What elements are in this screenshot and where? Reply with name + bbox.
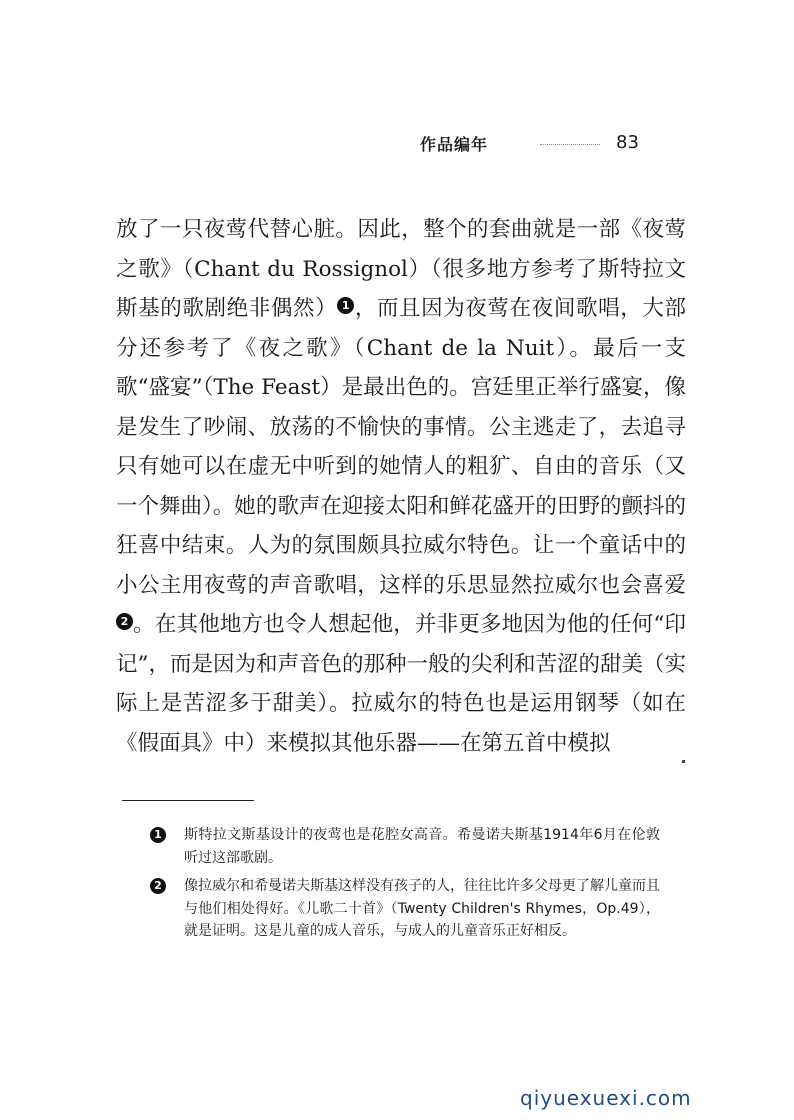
running-header [420, 132, 660, 156]
footnote-ref-1[interactable]: 1 [337, 297, 354, 314]
footnotes [150, 824, 660, 949]
footnote-marker-2: 2 [150, 878, 166, 894]
footnote-text-2: 像拉威尔和希曼诺夫斯基这样没有孩子的人，往往比许多父母更了解儿童而且与他们相处得好。《儿歌二十首》（Twenty Children's Rhymes，Op.49），就是证明。这是儿童的成人音乐，与成人的儿童音乐正好相反。 [184, 878, 660, 939]
margin-mark [682, 760, 685, 763]
footnote-2 [150, 875, 660, 943]
body-text-part-2: ，而且因为夜莺在夜间歌唱，大部分还参考了《夜之歌》（Chant de la Nuit）。最后一支歌“盛宴”（The Feast）是最出色的。宫廷里正举行盛宴，像是发生了吵闹、放荡的不愉快的事情。公主逃走了，去追寻只有她可以在虚无中听到的她情人的粗犷、自由的音乐（又一个舞曲）。她的歌声在迎接太阳和鲜花盛开的田野的颤抖的狂喜中结束。人为的氛围颇具拉威尔特色。让一个童话中的小公主用夜莺的声音歌唱，这样的乐思显然拉威尔也会喜爱 [116, 296, 686, 598]
footnote-1 [150, 824, 660, 869]
footnote-divider [122, 800, 254, 801]
site-watermark: qiyuexuexi.com [520, 1086, 692, 1110]
footnote-ref-2[interactable]: 2 [116, 613, 133, 630]
page-number: 83 [616, 132, 639, 153]
footnote-text-1: 斯特拉文斯基设计的夜莺也是花腔女高音。希曼诺夫斯基1914年6月在伦敦听过这部歌剧。 [184, 827, 660, 866]
body-text-part-1: 放了一只夜莺代替心脏。因此，整个的套曲就是一部《夜莺之歌》（Chant du Rossignol）（很多地方参考了斯特拉文斯基的歌剧绝非偶然） [116, 217, 686, 321]
body-text-part-3: 。在其他地方也令人想起他，并非更多地因为他的任何“印记”，而是因为和声音色的那种一般的尖利和苦涩的甜美（实际上是苦涩多于甜美）。拉威尔的特色也是运用钢琴（如在《假面具》中）来模拟其他乐器——在第五首中模拟 [116, 612, 686, 756]
header-ornament [540, 144, 600, 146]
body-paragraph [116, 210, 686, 763]
footnote-marker-1: 1 [150, 827, 166, 843]
section-title: 作品编年 [420, 135, 489, 154]
